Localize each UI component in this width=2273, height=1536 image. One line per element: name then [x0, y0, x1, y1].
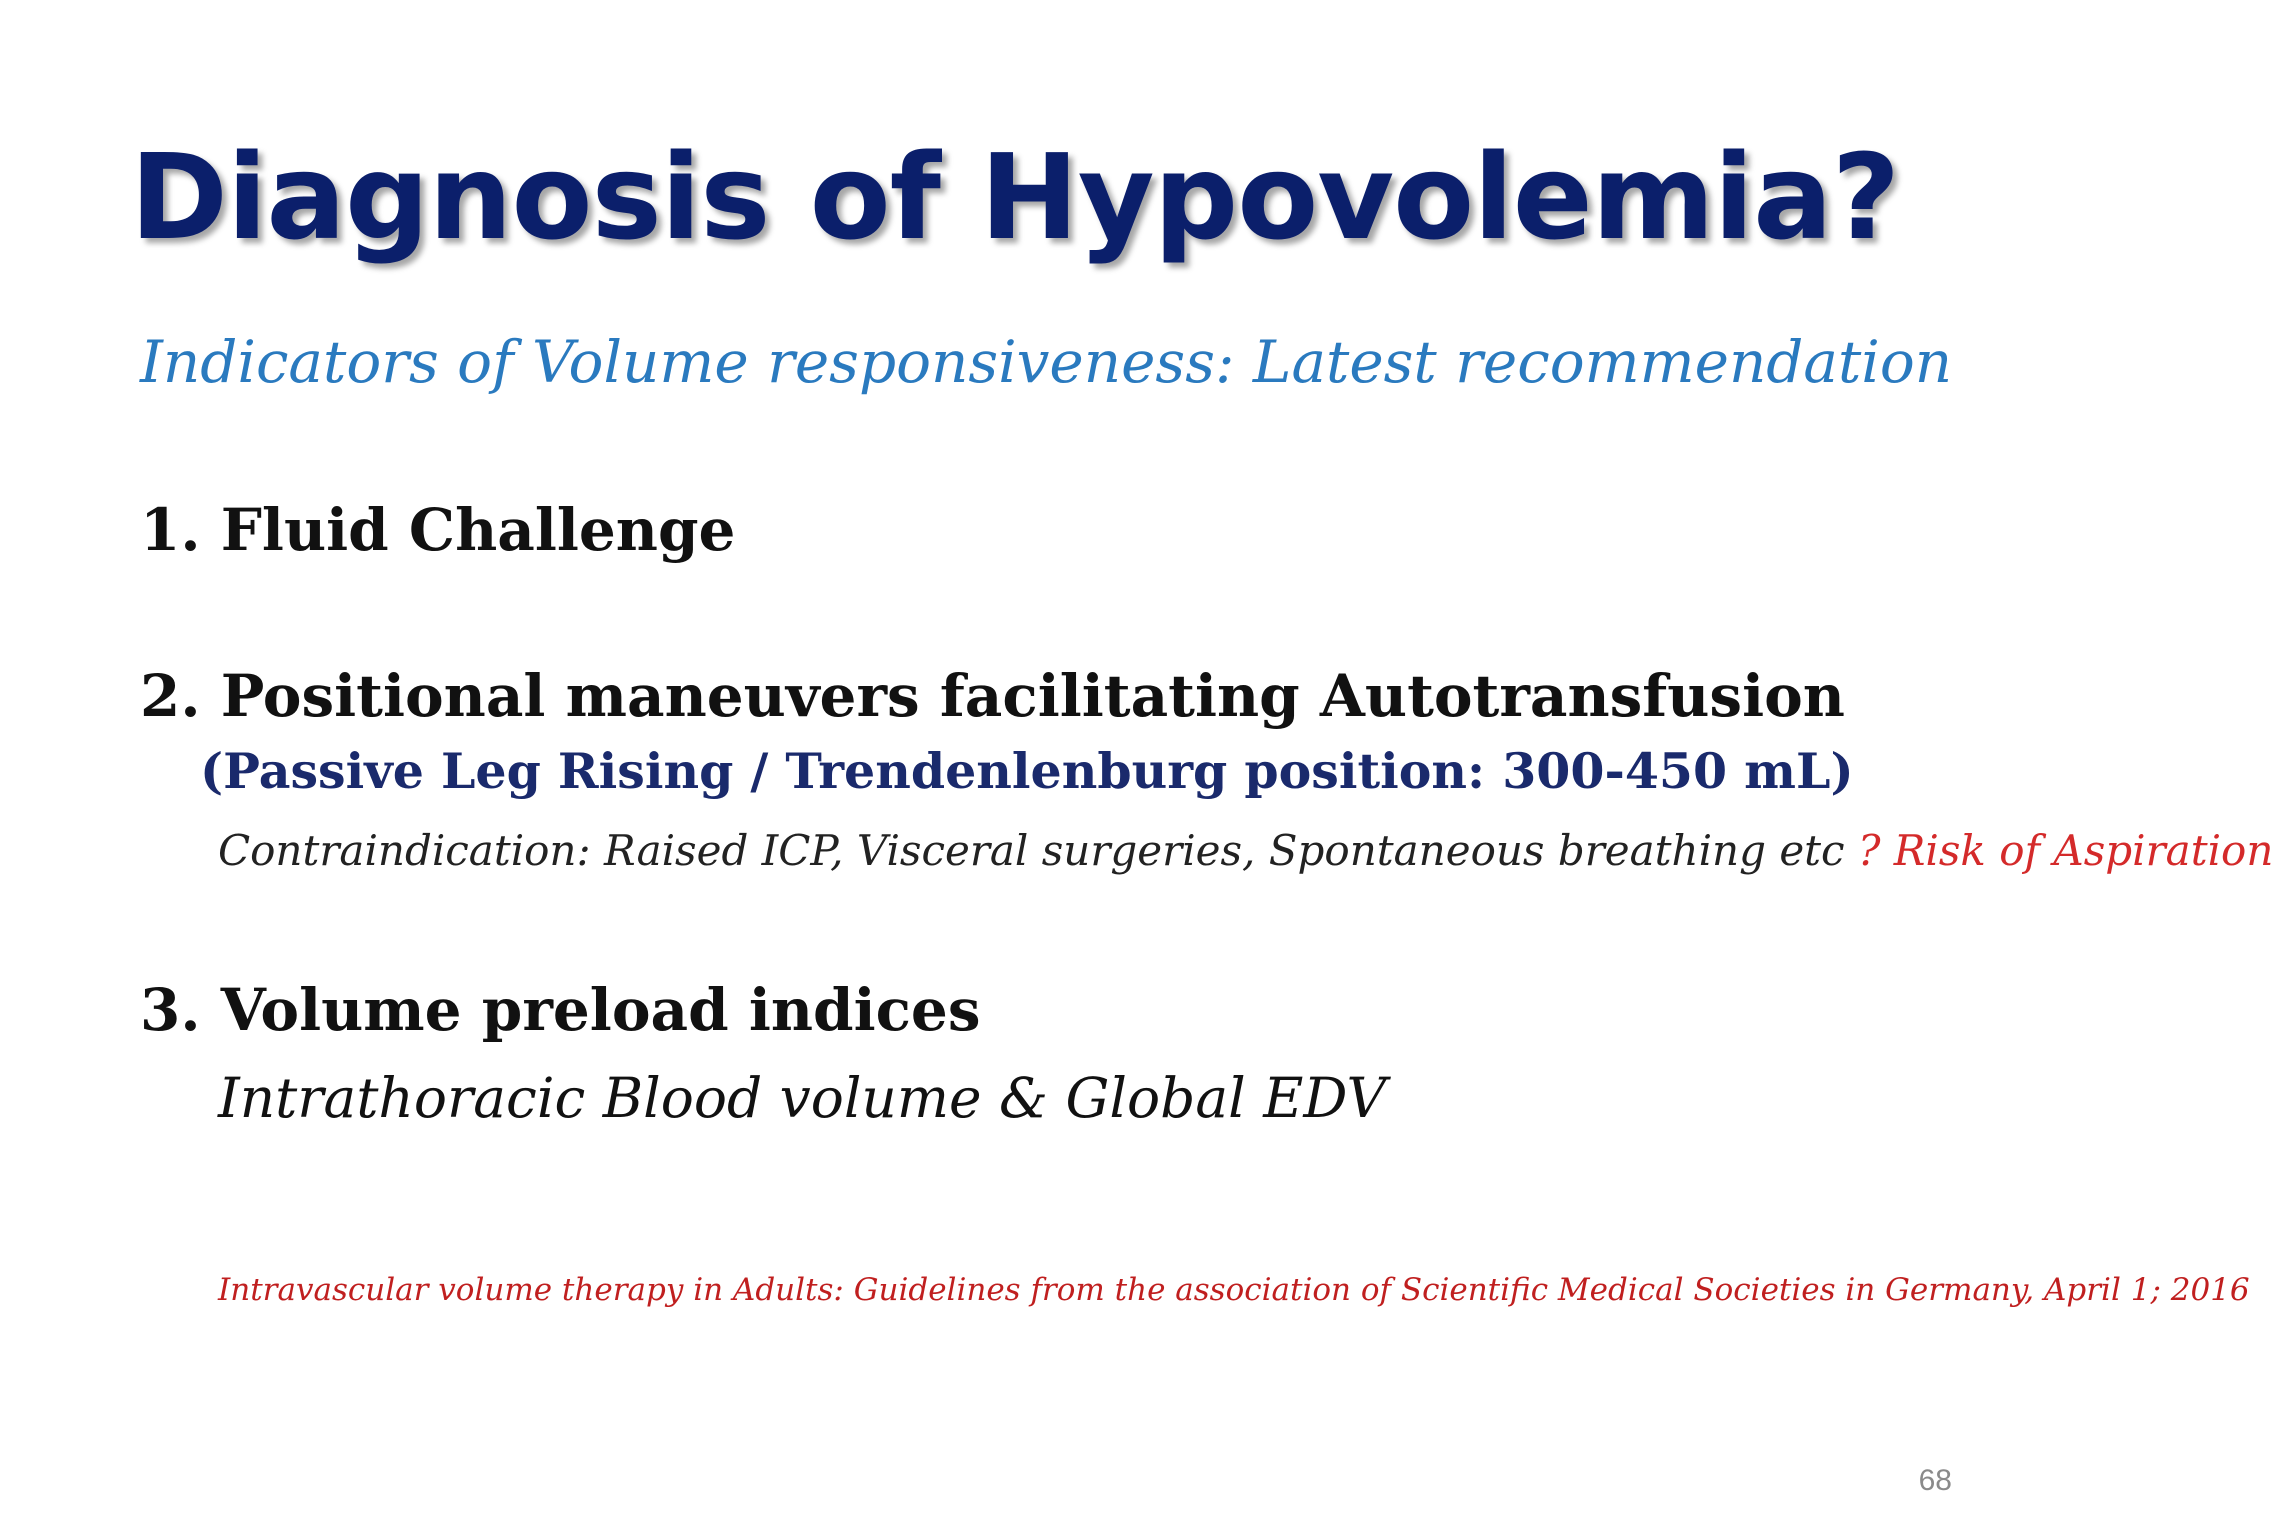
item-volume-preload-detail: Intrathoracic Blood volume & Global EDV [218, 1066, 1387, 1130]
citation: Intravascular volume therapy in Adults: Guidelines from the association of Scientific Medical Societies in Germany, April 1; 2016 [218, 1272, 2250, 1308]
item-positional-maneuvers: 2. Positional maneuvers facilitating Autotransfusion [140, 662, 1845, 730]
contraindication-text: Contraindication: Raised ICP, Visceral surgeries, Spontaneous breathing etc [218, 826, 1858, 875]
aspiration-risk-note: ? Risk of Aspiration [1857, 826, 2273, 875]
slide-title: Diagnosis of Hypovolemia? [130, 128, 1900, 266]
contraindication-line [218, 826, 2273, 875]
item-positional-detail: (Passive Leg Rising / Trendenlenburg position: 300-450 mL) [200, 742, 1854, 800]
page-number: 68 [1918, 1464, 1952, 1497]
slide-subtitle: Indicators of Volume responsiveness: Latest recommendation [140, 328, 1953, 396]
item-volume-preload: 3. Volume preload indices [140, 976, 981, 1044]
item-fluid-challenge: 1. Fluid Challenge [140, 496, 736, 564]
